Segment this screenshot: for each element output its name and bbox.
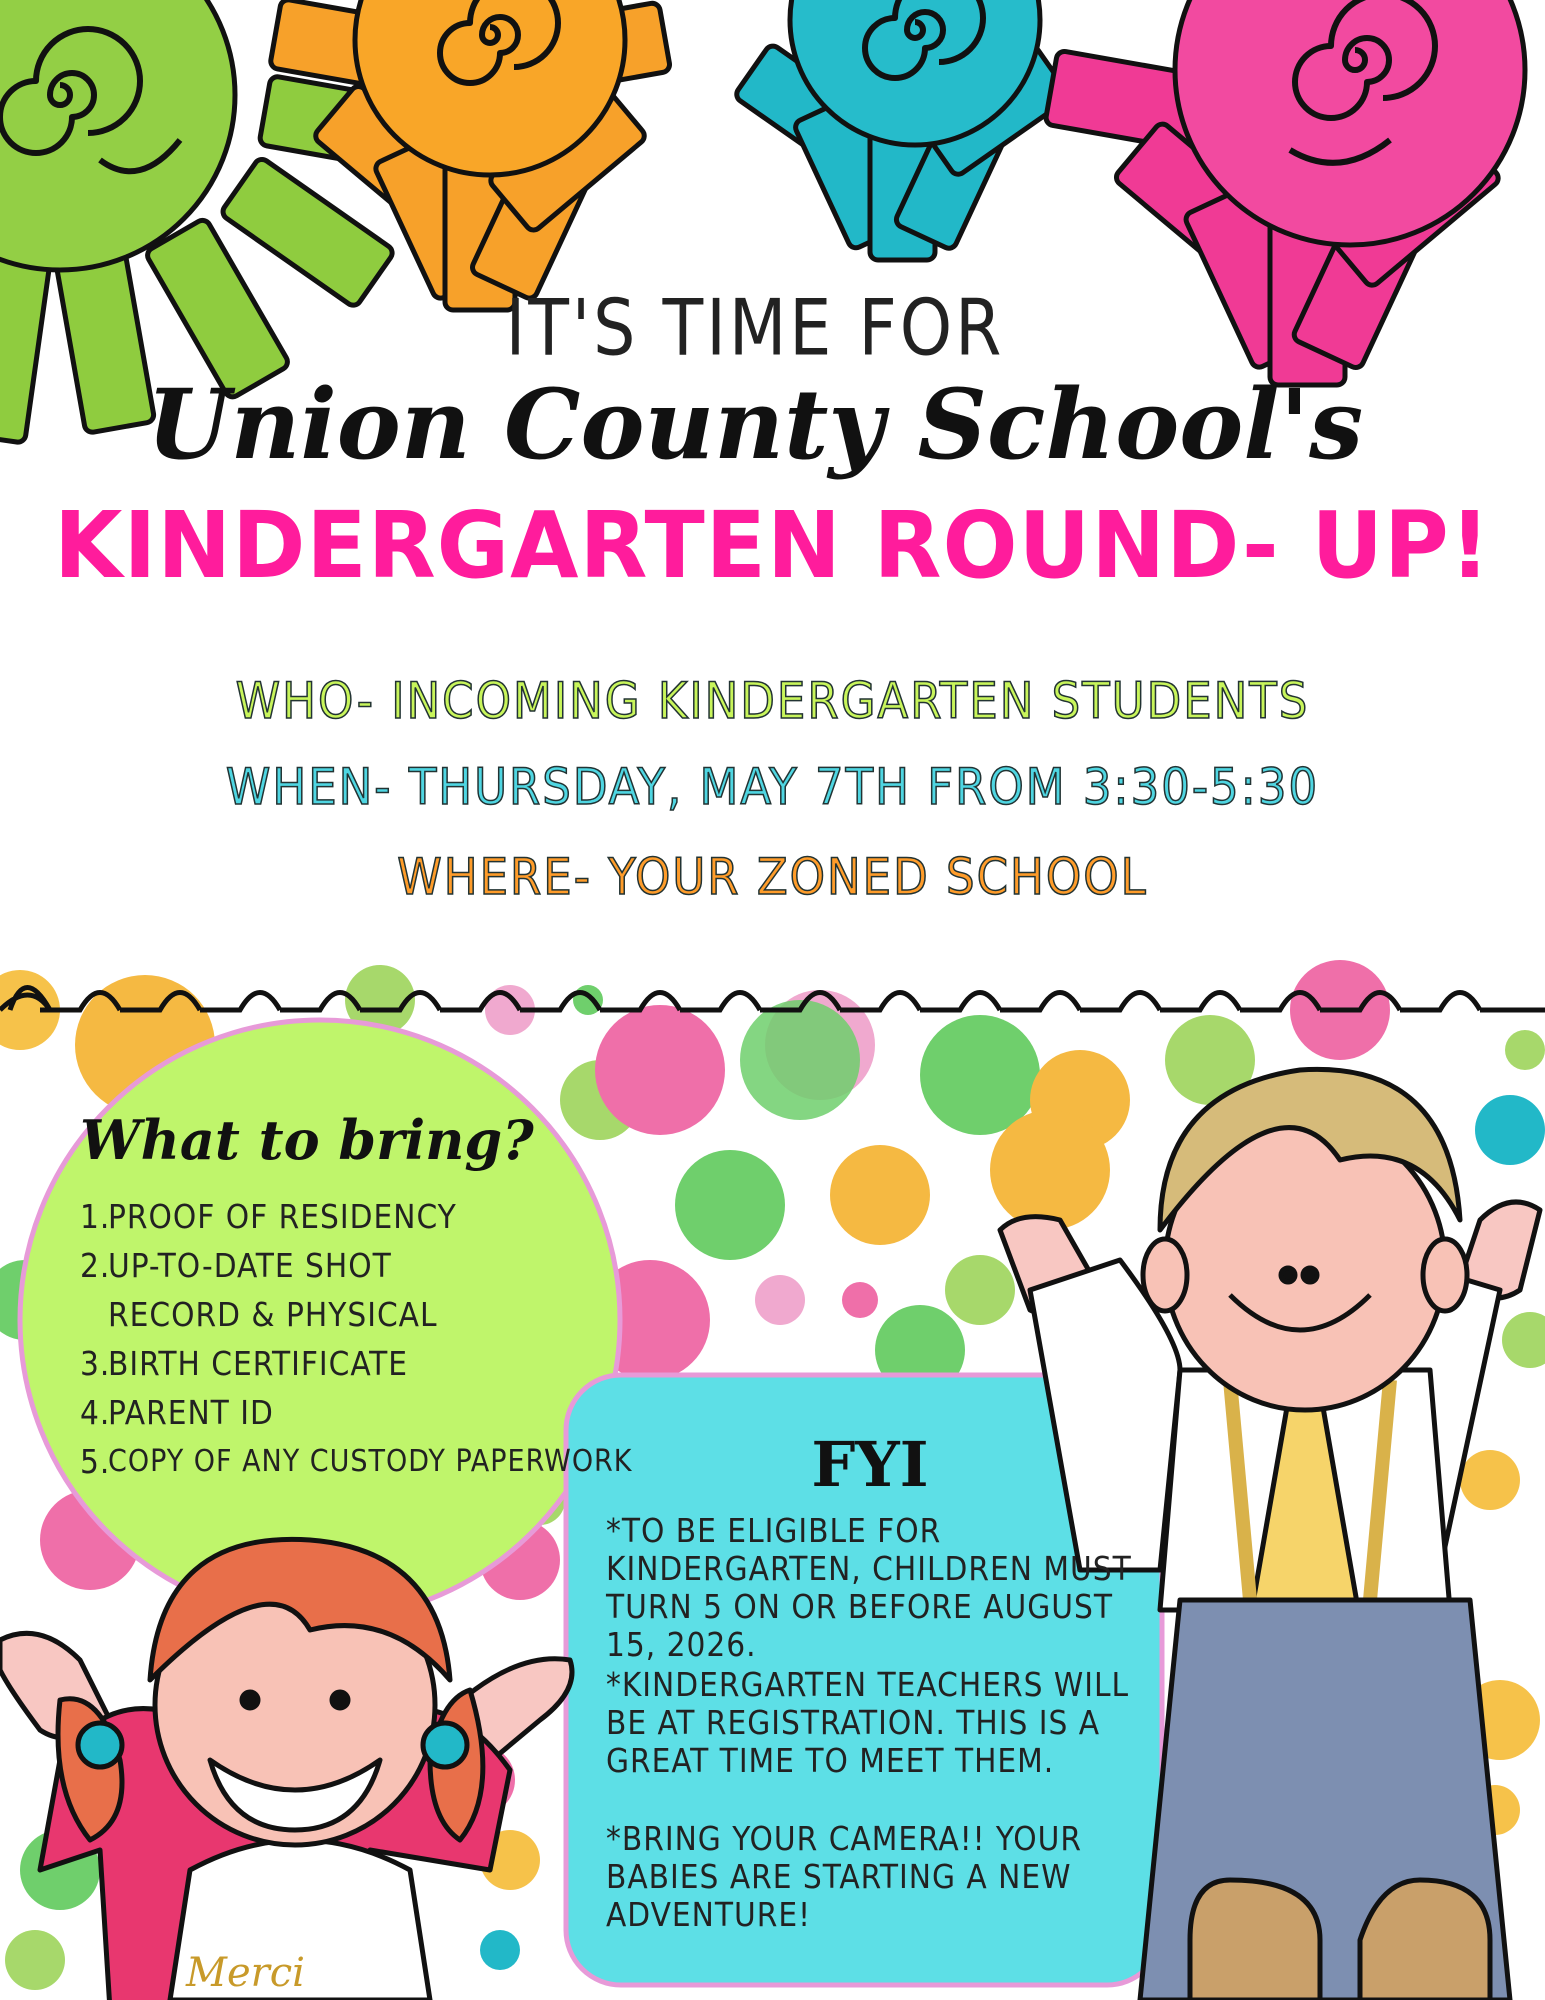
- fyi-paragraph-camera: *BRING YOUR CAMERA!! YOUR BABIES ARE STARTING A NEW ADVENTURE!: [606, 1819, 1082, 1934]
- shirt-lettering: Merci: [186, 1950, 305, 1996]
- where-line: WHERE- YOUR ZONED SCHOOL: [397, 848, 1148, 906]
- fyi-paragraph-teachers: *KINDERGARTEN TEACHERS WILL BE AT REGISTRATION. THIS IS A GREAT TIME TO MEET THEM.: [606, 1665, 1130, 1780]
- intro-text: IT'S TIME FOR: [505, 282, 1005, 374]
- school-name: Union County School's: [146, 368, 1364, 481]
- bring-list: [80, 1192, 633, 1486]
- girl-illustration-icon: [0, 1539, 572, 2000]
- event-headline: KINDERGARTEN ROUND- UP!: [54, 492, 1491, 599]
- list-item: 5. COPY OF ANY CUSTODY PAPERWORK: [80, 1442, 633, 1481]
- what-to-bring-title: What to bring?: [80, 1108, 534, 1172]
- fyi-paragraph-eligibility: *TO BE ELIGIBLE FOR KINDERGARTEN, CHILDREN MUST TURN 5 ON OR BEFORE AUGUST 15, 2026.: [606, 1511, 1132, 1664]
- when-line: WHEN- THURSDAY, MAY 7TH FROM 3:30-5:30: [225, 758, 1320, 816]
- list-item: 4. PARENT ID: [80, 1393, 274, 1432]
- list-item: 2. UP-TO-DATE SHOT RECORD & PHYSICAL: [80, 1246, 438, 1334]
- list-item: 3. BIRTH CERTIFICATE: [80, 1344, 409, 1383]
- fyi-title: FYI: [811, 1428, 929, 1501]
- list-item: 1. PROOF OF RESIDENCY: [80, 1197, 457, 1236]
- who-line: WHO- INCOMING KINDERGARTEN STUDENTS: [235, 672, 1310, 730]
